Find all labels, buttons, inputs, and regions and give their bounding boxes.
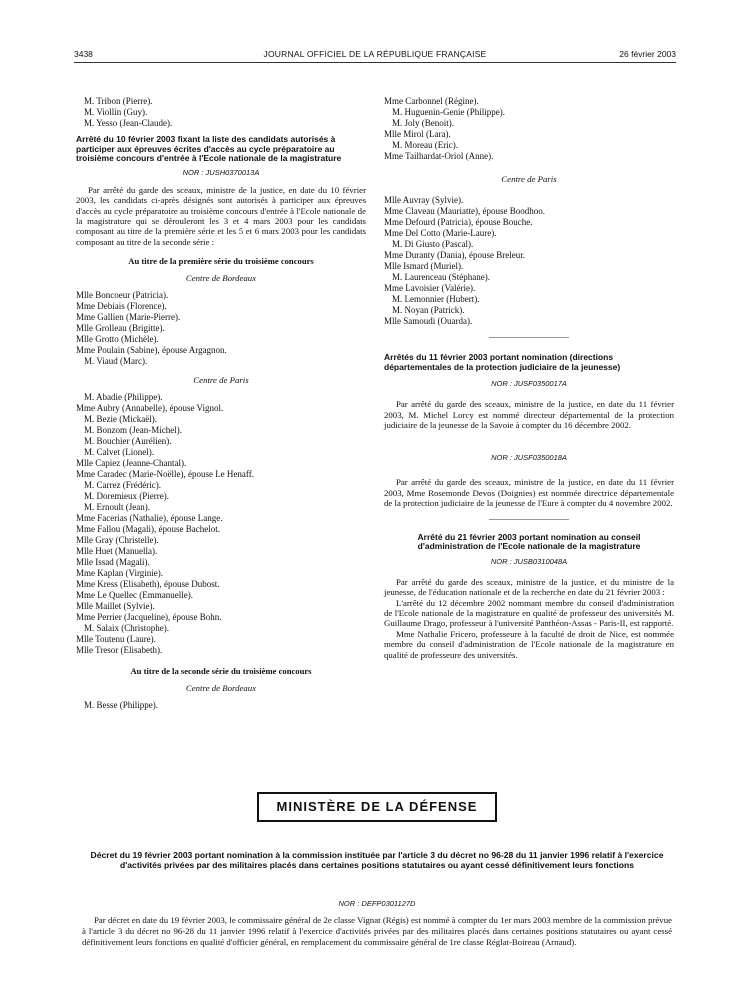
list-item: M. Tribon (Pierre).	[84, 96, 153, 106]
list-item: Mme Fallou (Magali), épouse Bachelot.	[76, 524, 220, 535]
centre-bordeaux-heading: Centre de Bordeaux	[185, 273, 257, 284]
nor-reference-enm: NOR : JUSB0310048A	[490, 556, 568, 566]
paragraph-enm-fricero: Mme Nathalie Fricero, professeure à la faculté de droit de Nice, est nommée membre du conseil d'administration de l'Ecole nationale de la magistrature en qualité de professeure des universités.	[384, 628, 674, 660]
separator-rule	[489, 519, 569, 521]
list-item: M. Viaud (Marc).	[84, 356, 148, 367]
list-item: Mlle Maillet (Sylvie).	[76, 601, 155, 612]
decret-title: Décret du 19 février 2003 portant nomination à la commission instituée par l'article 3 du décret no 96-28 du 11 janvier 1996 relatif à l'exercice d'activités privées par des militaires placés dans certaines positions statutaires ou ayant cessé définitivement leurs fonctions	[90, 850, 664, 870]
list-item: Mme Duranty (Dania), épouse Breleur.	[384, 250, 525, 260]
paragraph-lorcy: Par arrêté du garde des sceaux, ministre de la justice, en date du 11 février 2003, M. Michel Lorcy est nommé directeur départemental de la protection judiciaire de la jeunesse de la Savoie à compter du 16 décembre 2002.	[384, 399, 674, 430]
list-item: Mme Carbonnel (Régine).	[384, 96, 479, 106]
list-item: Mlle Gray (Christelle).	[76, 535, 159, 546]
arrete-title-pjj: Arrêtés du 11 février 2003 portant nomination (directions départementales de la protection judiciaire de la jeunesse)	[384, 352, 621, 372]
list-item: M. Calvet (Lionel).	[84, 447, 154, 458]
section-title-serie-1: Au titre de la première série du troisième concours	[128, 256, 314, 267]
paragraph-enm-intro: Par arrêté du garde des sceaux, ministre de la justice, et du ministre de la jeunesse, de l'éducation nationale et de la recherche en date du 21 février 2003 :	[384, 576, 674, 598]
list-item: M. Di Giusto (Pascal).	[392, 239, 474, 249]
list-item: M. Besse (Philippe).	[84, 700, 158, 711]
left-column	[76, 96, 366, 711]
list-item: Mlle Auvray (Sylvie).	[384, 195, 464, 205]
list-item: M. Viollin (Guy).	[84, 107, 148, 117]
list-item: Mlle Toutenu (Laure).	[76, 634, 156, 645]
list-item: Mme Del Cotto (Marie-Laure).	[384, 228, 497, 238]
list-item: Mlle Capiez (Jeanne-Chantal).	[76, 458, 187, 469]
list-item: M. Ernoult (Jean).	[84, 502, 150, 513]
list-item: Mlle Ismard (Muriel).	[384, 261, 464, 271]
centre-paris-heading-right: Centre de Paris	[501, 174, 557, 184]
ministry-title-box: MINISTÈRE DE LA DÉFENSE	[257, 792, 497, 822]
nor-reference-defense: NOR : DEFP0301127D	[338, 899, 416, 908]
list-item: Mme Lavoisier (Valérie).	[384, 283, 476, 293]
list-item: M. Huguenin-Genie (Philippe).	[392, 107, 505, 117]
list-item: M. Laurenceau (Stéphane).	[392, 272, 490, 282]
section-title-serie-2: Au titre de la seconde série du troisième concours	[130, 666, 312, 677]
paris-names-list	[76, 392, 366, 656]
list-item: Mme Defourd (Patricia), épouse Bouche.	[384, 217, 533, 227]
separator-rule	[489, 337, 569, 339]
list-item: Mlle Samoudi (Ouarda).	[384, 316, 473, 326]
list-item: Mlle Boncoeur (Patricia).	[76, 290, 169, 301]
list-item: Mme Caradec (Marie-Noëlle), épouse Le Henaff.	[76, 469, 255, 480]
list-item: Mme Claveau (Mauriatte), épouse Boodhoo.	[384, 206, 545, 216]
list-item: Mme Kaplan (Virginie).	[76, 568, 164, 579]
list-item: Mme Debiais (Florence).	[76, 301, 167, 312]
list-item: Mme Tailhardat-Oriol (Anne).	[384, 151, 494, 161]
right-column	[384, 96, 674, 660]
list-item: M. Doremieux (Pierre).	[84, 491, 169, 502]
list-item: Mme Kress (Elisabeth), épouse Dubost.	[76, 579, 220, 590]
list-item: Mlle Tresor (Elisabeth).	[76, 645, 163, 656]
list-item: M. Carrez (Frédéric).	[84, 480, 161, 491]
paragraph-enm-drago: L'arrêté du 12 décembre 2002 nommant membre du conseil d'administration de l'Ecole nationale de la magistrature en qualité de professeur des universités M. Guillaume Drago, professeur à l'université Panthéon-Assas - Paris-II, est rapporté.	[384, 597, 674, 629]
list-item: Mme Poulain (Sabine), épouse Argagnon.	[76, 345, 227, 356]
list-item: M. Salaix (Christophe).	[84, 623, 169, 634]
names-top-list	[76, 96, 366, 129]
list-item: M. Bonzom (Jean-Michel).	[84, 425, 182, 436]
list-item: M. Moreau (Eric).	[392, 140, 458, 150]
page-number: 3438	[74, 49, 93, 59]
list-item: M. Abadie (Philippe).	[84, 392, 163, 403]
nor-reference-pjj-2: NOR : JUSF0350018A	[491, 453, 567, 463]
list-item: M. Bezie (Mickaël).	[84, 414, 157, 425]
list-item: Mlle Grolleau (Brigitte).	[76, 323, 165, 334]
list-item: M. Yesso (Jean-Claude).	[84, 118, 173, 128]
list-item: Mme Perrier (Jacqueline), épouse Bohn.	[76, 612, 222, 623]
bordeaux-names-list	[76, 290, 366, 367]
list-item: Mlle Issad (Magali).	[76, 557, 150, 568]
paragraph-devos: Par arrêté du garde des sceaux, ministre de la justice, en date du 11 février 2003, Mme Rosemonde Devos (Doignies) est nommée directrice départementale de la protection judiciaire de la jeunesse de l'Eure à compter du 4 novembre 2002.	[384, 477, 674, 509]
journal-title: JOURNAL OFFICIEL DE LA RÉPUBLIQUE FRANÇAISE	[263, 49, 487, 59]
list-item: Mlle Mirol (Lara).	[384, 129, 451, 139]
centre-paris-heading: Centre de Paris	[193, 375, 249, 386]
arrete-title-enm: Arrêté du 21 février 2003 portant nomination au conseil d'administration de l'Ecole nationale de la magistrature	[417, 531, 641, 552]
paris-names-list-right	[384, 195, 674, 327]
page-header	[74, 49, 676, 61]
list-item: M. Noyan (Patrick).	[392, 305, 465, 315]
decret-paragraph: Par décret en date du 19 février 2003, le commissaire général de 2e classe Vignat (Régis) est nommé à compter du 1er mars 2003 membre de la commission prévue à l'article 3 du décret no 96-28 du 11 janvier 1996 relatif à l'exercice d'activités privées par des militaires placés dans certaines positions statutaires ou ayant cessé définitivement leurs fonctions en qualité d'officier général, en remplacement du commissaire général de 1re classe Réglat-Boireau (Arnaud).	[82, 915, 672, 947]
list-item: Mlle Grotto (Michèle).	[76, 334, 159, 345]
list-item: Mme Facerias (Nathalie), épouse Lange.	[76, 513, 223, 524]
names-top-list-right	[384, 96, 674, 162]
list-item: Mlle Huet (Manuella).	[76, 546, 158, 557]
centre-bordeaux-2-heading: Centre de Bordeaux	[185, 683, 257, 694]
list-item: M. Bouchier (Aurélien).	[84, 436, 172, 447]
list-item: Mme Aubry (Annabelle), épouse Vignol.	[76, 403, 224, 414]
list-item: M. Joly (Benoit).	[392, 118, 454, 128]
list-item: Mme Gallien (Marie-Pierre).	[76, 312, 181, 323]
list-item: Mme Le Quellec (Emmanuelle).	[76, 590, 193, 601]
intro-paragraph: Par arrêté du garde des sceaux, ministre de la justice, en date du 10 février 2003, les candidats ci-après désignés sont autorisés à participer aux épreuves d'accès au cycle préparatoire au troisième concours d'entrée à l'Ecole nationale de la magistrature qui se dérouleront les 3 et 4 mars 2003 pour les candidats composant au titre de la première série et les 5 et 6 mars 2003 pour les candidats composant au titre de la seconde série :	[76, 184, 366, 247]
arrete-title: Arrêté du 10 février 2003 fixant la liste des candidats autorisés à participer aux épreuves écrites d'accès au cycle préparatoire au troisième concours d'entrée à l'Ecole nationale de la magistrature	[76, 134, 342, 164]
nor-reference: NOR : JUSH0370013A	[182, 167, 260, 177]
nor-reference-pjj-1: NOR : JUSF0350017A	[491, 379, 567, 389]
list-item: M. Lemonnier (Hubert).	[392, 294, 480, 304]
header-rule	[74, 62, 676, 63]
issue-date: 26 février 2003	[619, 49, 676, 59]
